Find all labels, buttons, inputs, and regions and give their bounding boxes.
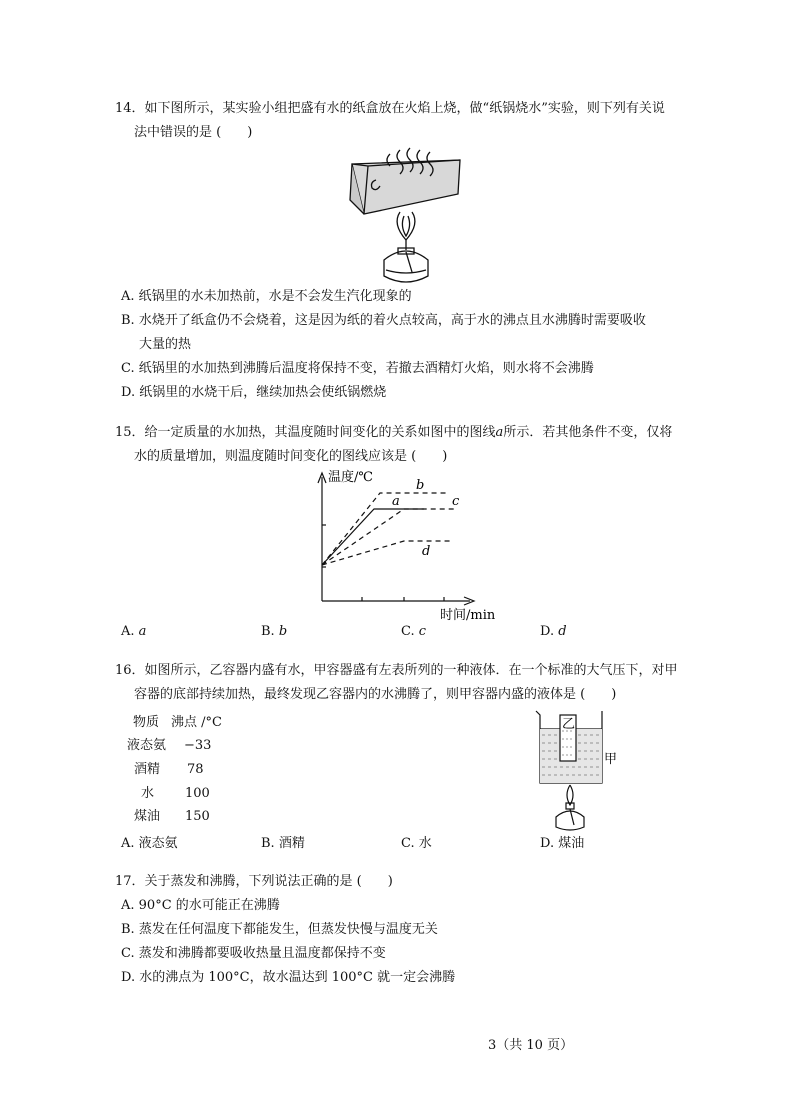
series-b-label: b	[416, 478, 425, 493]
series-c-line	[322, 509, 454, 565]
table-row-name: 酒精	[134, 762, 161, 777]
series-a-label: a	[392, 494, 400, 509]
q15-stem-a: a	[495, 425, 504, 440]
q15-option-c: C. c	[401, 624, 427, 639]
table-header-substance: 物质	[133, 715, 160, 730]
q16-option-a: A. 液态氨	[121, 836, 178, 851]
table-row-name: 液态氨	[127, 738, 167, 753]
q15-stem-line1	[115, 422, 672, 444]
beaker-figure	[528, 705, 628, 835]
paper-pot-figure	[340, 142, 476, 292]
q14-option-b: B. 水烧开了纸盒仍不会烧着，这是因为纸的着火点较高，高于水的沸点且水沸腾时需要吸收	[121, 313, 646, 328]
q15-stem-text-b: 所示．若其他条件不变，仅将	[503, 425, 673, 440]
table-row-value: 100	[185, 786, 210, 801]
q17-option-c: C. 蒸发和沸腾都要吸收热量且温度都保持不变	[121, 946, 386, 961]
q16-stem-line2: 容器的底部持续加热，最终发现乙容器内的水沸腾了，则甲容器内盛的液体是 ( )	[134, 687, 617, 702]
q17-option-a: A. 90°C 的水可能正在沸腾	[121, 898, 280, 913]
q14-option-d: D. 纸锅里的水烧干后，继续加热会使纸锅燃烧	[121, 385, 387, 400]
q14-option-c: C. 纸锅里的水加热到沸腾后温度将保持不变，若撤去酒精灯火焰，则水将不会沸腾	[121, 361, 594, 376]
series-d-label: d	[422, 544, 431, 559]
series-c-label: c	[452, 494, 460, 509]
q16-option-c: C. 水	[401, 836, 432, 851]
q15-stem-text: 15．给一定质量的水加热，其温度随时间变化的关系如图中的图线	[115, 425, 496, 440]
table-row-value: 78	[187, 762, 204, 777]
q17-stem: 17．关于蒸发和沸腾，下列说法正确的是 ( )	[115, 874, 393, 889]
inner-label: 乙	[562, 717, 576, 732]
q16-option-b: B. 酒精	[261, 836, 305, 851]
table-row-value: 150	[185, 809, 210, 824]
series-a-line	[322, 509, 424, 565]
q15-stem-line2: 水的质量增加，则温度随时间变化的图线应该是 ( )	[134, 449, 448, 464]
q15-option-d: D. d	[540, 624, 567, 639]
q14-option-a: A. 纸锅里的水未加热前，水是不会发生汽化现象的	[121, 289, 412, 304]
q14-stem-line2: 法中错误的是 ( )	[134, 125, 253, 140]
q14-option-b-cont: 大量的热	[139, 337, 192, 352]
q15-option-a: A. a	[121, 624, 147, 639]
y-axis-label: 温度/℃	[328, 470, 373, 485]
temperature-time-chart	[300, 463, 520, 623]
page-footer: 3（共 10 页）	[488, 1038, 574, 1053]
x-axis-label: 时间/min	[440, 608, 496, 623]
table-row-value: −33	[184, 738, 212, 753]
q16-option-d: D. 煤油	[540, 836, 585, 851]
q14-stem-line1: 14．如下图所示，某实验小组把盛有水的纸盒放在火焰上烧，做“纸锅烧水”实验，则下列有关说	[115, 101, 665, 116]
q16-stem-line1: 16．如图所示，乙容器内盛有水，甲容器盛有左表所列的一种液体．在一个标准的大气压下，对甲	[115, 663, 678, 678]
table-header-boiling-point: 沸点 /°C	[171, 715, 222, 730]
outer-label: 甲	[604, 752, 618, 767]
table-row-name: 煤油	[134, 809, 161, 824]
q15-option-b: B. b	[261, 624, 288, 639]
table-row-name: 水	[141, 786, 155, 801]
q17-option-d: D. 水的沸点为 100°C，故水温达到 100°C 就一定会沸腾	[121, 970, 456, 985]
q17-option-b: B. 蒸发在任何温度下都能发生，但蒸发快慢与温度无关	[121, 922, 438, 937]
